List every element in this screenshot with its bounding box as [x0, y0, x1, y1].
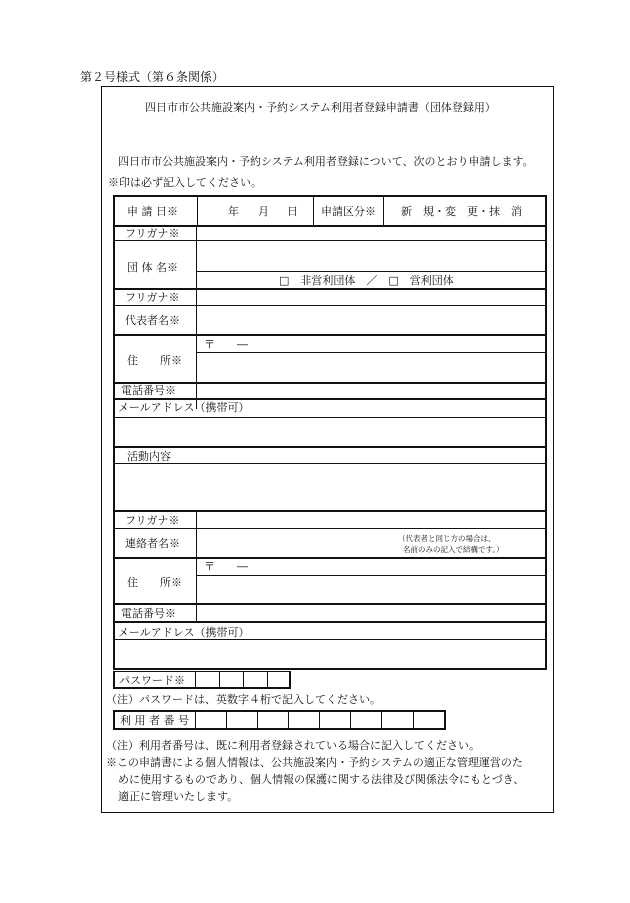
rep-postal-mark: 〒 ― [204, 338, 248, 351]
main-table [113, 195, 547, 670]
contact-email-label: メールアドレス（携帯可） [118, 626, 250, 639]
form-number: 第２号様式（第６条関係） [80, 70, 225, 84]
date-year-label: 年 [228, 205, 239, 218]
group-furigana-label: フリガナ※ [125, 227, 180, 240]
privacy-notice-line-3: 適正に管理いたします。 [118, 790, 239, 803]
rep-email-label: メールアドレス（携帯可） [118, 401, 250, 414]
application-date-label: 申 請 日※ [127, 205, 178, 218]
application-type-label: 申請区分※ [321, 205, 376, 218]
form-title: 四日市市公共施設案内・予約システム利用者登録申請書（団体登録用） [145, 101, 496, 114]
rep-name-label: 代表者名※ [125, 314, 180, 327]
password-label: パスワード※ [119, 674, 185, 687]
rep-phone-label: 電話番号※ [121, 384, 176, 397]
group-type-checkboxes[interactable]: □ 非営利団体 ／ □ 営利団体 [279, 274, 454, 287]
application-type-options[interactable]: 新 規・変 更・抹 消 [401, 205, 522, 218]
rep-address-label: 住 所※ [127, 354, 182, 367]
privacy-notice-line-1: ※この申請書による個人情報は、公共施設案内・予約システムの適正な管理運営のた [106, 756, 523, 769]
user-number-label: 利 用 者 番 号 [120, 714, 189, 727]
group-name-label: 団 体 名※ [127, 261, 178, 274]
date-month-label: 月 [258, 205, 269, 218]
contact-name-note-1: （代表者と同じ方の場合は、 [398, 534, 496, 543]
contact-phone-label: 電話番号※ [121, 607, 176, 620]
privacy-notice-line-2: めに使用するものであり、個人情報の保護に関する法律及び関係法令にもとづき、 [118, 773, 525, 786]
contact-name-note-2: 名前のみの記入で結構です。） [403, 545, 504, 554]
date-day-label: 日 [287, 205, 298, 218]
contact-postal-mark: 〒 ― [204, 560, 248, 573]
required-note: ※印は必ず記入してください。 [108, 176, 262, 189]
contact-name-label: 連絡者名※ [125, 537, 180, 550]
contact-furigana-label: フリガナ※ [125, 514, 180, 527]
user-number-note: （注）利用者番号は、既に利用者登録されている場合に記入してください。 [106, 739, 480, 752]
contact-address-label: 住 所※ [127, 576, 182, 589]
activity-label: 活動内容 [127, 450, 171, 463]
intro-text: 四日市市公共施設案内・予約システム利用者登録について、次のとおり申請します。 [118, 155, 534, 168]
password-note: （注）パスワードは、英数字４桁で記入してください。 [106, 693, 381, 706]
rep-furigana-label: フリガナ※ [125, 291, 180, 304]
